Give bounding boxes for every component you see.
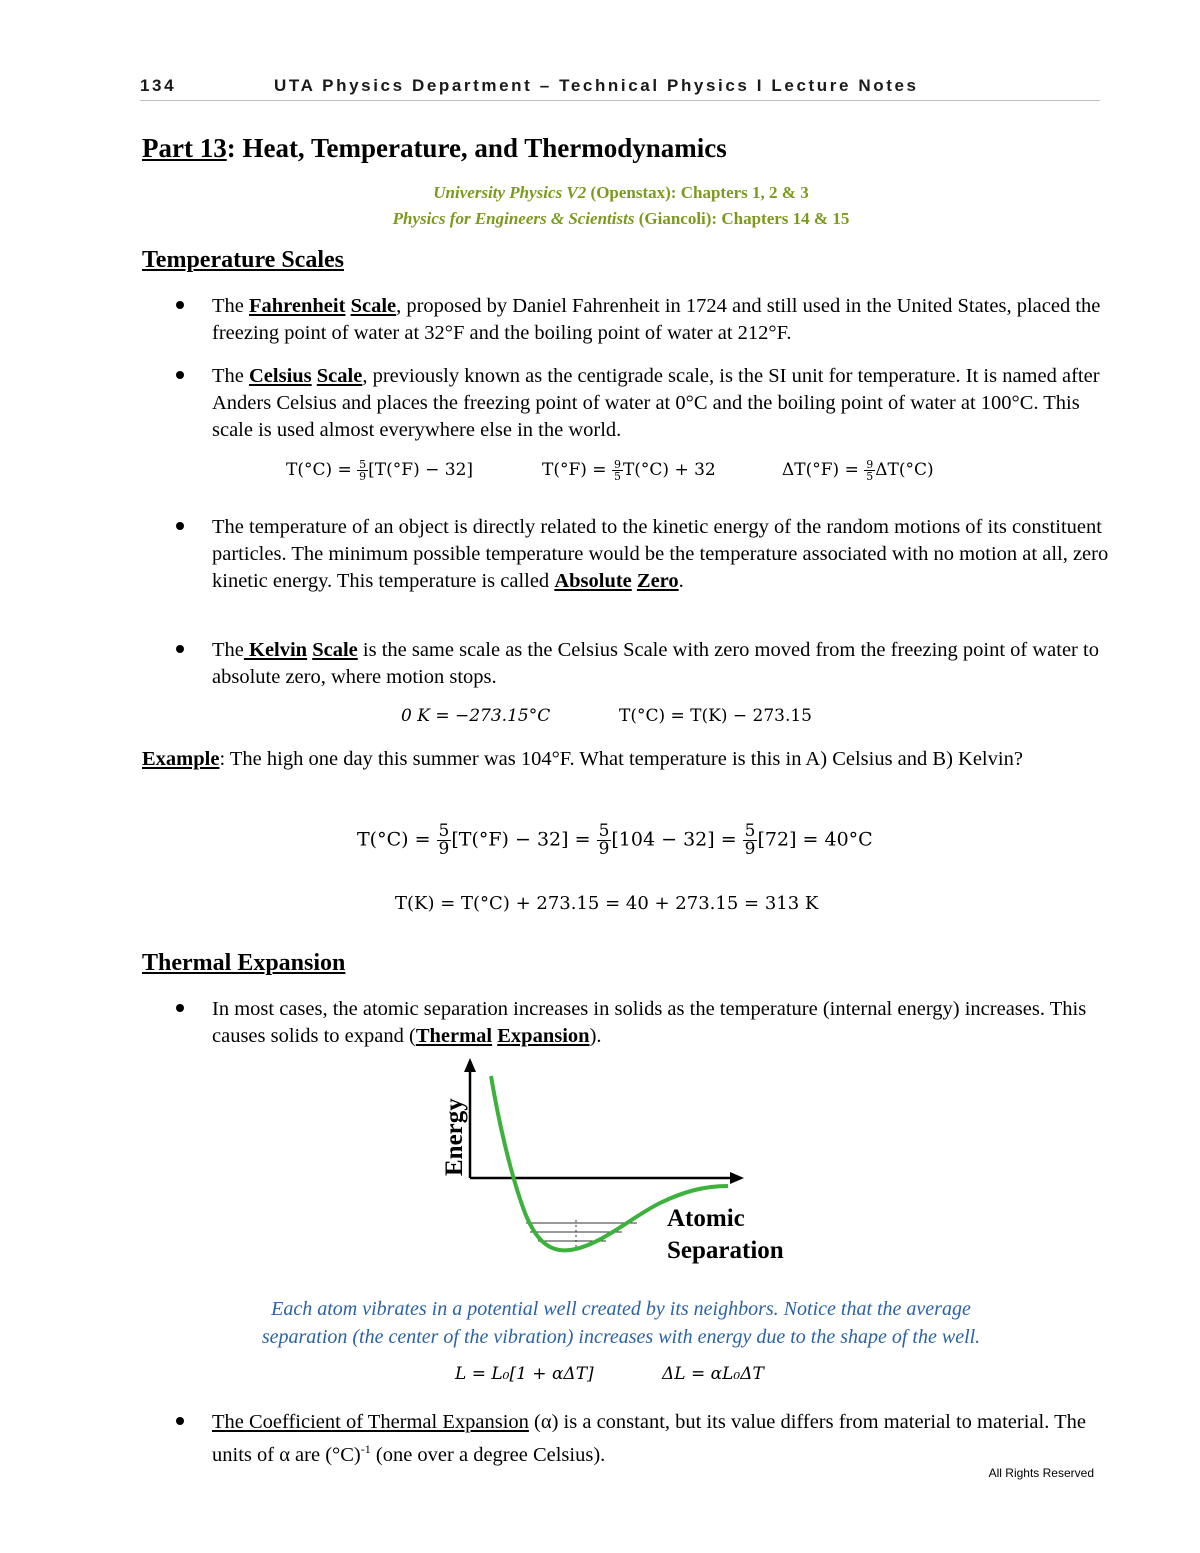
bullet-dot [176, 522, 184, 530]
bullet-dot [176, 301, 184, 309]
potential-well-diagram [430, 1058, 810, 1273]
x-axis-label-line2: Separation [667, 1237, 784, 1264]
term: Scale [350, 295, 397, 317]
text: . [678, 570, 684, 592]
bullet-absolute-zero [212, 514, 1112, 595]
bullet-dot [176, 371, 184, 379]
title-part: Part 13 [142, 133, 227, 163]
term: Kelvin [243, 639, 308, 661]
term: Zero [636, 570, 679, 592]
bullet-kelvin [212, 637, 1112, 691]
header-rule [140, 100, 1100, 101]
term: Celsius [249, 365, 312, 387]
bullet-celsius [212, 363, 1112, 444]
section-heading-temperature-scales: Temperature Scales [142, 247, 344, 273]
term: Thermal [415, 1025, 493, 1047]
figure-caption-line2: separation (the center of the vibration) increases with energy due to the shape of the well. [261, 1326, 981, 1348]
x-axis-arrow [730, 1172, 744, 1184]
equation-kelvin-conversion: T(°C) = T(K) − 273.15 [619, 706, 813, 726]
text: The temperature of an object is directly related to the kinetic energy of the random motions of its constituent particles. The minimum possible temperature would be the temperature associated with no motion at all, zero kinetic energy. This temperature is called [212, 516, 1109, 592]
page-number: 134 [140, 76, 177, 95]
figure-caption-line1: Each atom vibrates in a potential well created by its neighbors. Notice that the average [271, 1298, 971, 1320]
footer-rights: All Rights Reserved [988, 1466, 1094, 1480]
bullet-dot [176, 1417, 184, 1425]
text: ). [589, 1025, 602, 1047]
equation-c-from-f: T(°C) = $\frac{5}{9}$ [T(°F) − 32] [286, 458, 474, 483]
bullet-atomic-separation [212, 996, 1112, 1050]
term: Expansion [497, 1025, 590, 1047]
term: Scale [316, 365, 363, 387]
x-axis-label-line1: Atomic [667, 1205, 745, 1232]
equation-length: L = L₀[1 + αΔT] [455, 1364, 594, 1384]
section-heading-thermal-expansion: Thermal Expansion [142, 950, 346, 976]
equation-delta-f: ΔT(°F) = $\frac{9}{5}$ ΔT(°C) [782, 458, 934, 483]
bullet-dot [176, 645, 184, 653]
ref-chapters: Chapters 14 & 15 [721, 209, 850, 228]
ref-publisher: (Openstax): [586, 183, 681, 202]
term: Scale [312, 639, 358, 661]
page-title [142, 133, 727, 164]
ref-book: University Physics V2 [433, 183, 587, 202]
y-axis-label: Energy [441, 1098, 468, 1176]
equation-absolute-zero: 0 K = −273.15°C [401, 706, 551, 726]
superscript: -1 [360, 1442, 371, 1456]
term: Fahrenheit [249, 295, 346, 317]
text: The [212, 365, 249, 387]
running-header: UTA Physics Department – Technical Physics I Lecture Notes [274, 76, 919, 95]
ref-publisher: (Giancoli): [634, 209, 722, 228]
ref-chapters: Chapters 1, 2 & 3 [680, 183, 809, 202]
example-equation-kelvin: T(K) = T(°C) + 273.15 = 40 + 273.15 = 313 K [395, 893, 819, 914]
text: (one over a degree Celsius). [370, 1443, 606, 1466]
equation-delta-length: ΔL = αL₀ΔT [662, 1364, 764, 1384]
equation-f-from-c: T(°F) = $\frac{9}{5}$ T(°C) + 32 [542, 458, 716, 483]
text: In most cases, the atomic separation increases in solids as the temperature (internal energy) increases. This causes solids to expand ( [212, 998, 1087, 1047]
text: (α) is a constant, but its value differs from material to material. The units of α are (°C) [212, 1411, 1086, 1466]
y-axis-arrow [464, 1058, 476, 1072]
example-label: Example [142, 748, 220, 770]
term: The Coefficient of Thermal Expansion [212, 1411, 529, 1433]
text: The [212, 295, 249, 317]
text: is the same scale as the Celsius Scale with zero moved from the freezing point of water to absolute zero, where motion stops. [212, 639, 1099, 688]
example-text: : The high one day this summer was 104°F. What temperature is this in A) Celsius and B) Kelvin? [219, 748, 1023, 770]
term: Absolute [554, 570, 632, 592]
text: , previously known as the centigrade scale, is the SI unit for temperature. It is named after Anders Celsius and places the freezing point of water at 0°C and the boiling point of water at 100°C. This scale is used almost everywhere else in the world. [212, 365, 1100, 441]
bullet-dot [176, 1004, 184, 1012]
text: , proposed by Daniel Fahrenheit in 1724 and still used in the United States, placed the freezing point of water at 32°F and the boiling point of water at 212°F. [212, 295, 1101, 344]
bullet-coefficient [212, 1409, 1112, 1469]
reference-openstax [142, 183, 1100, 203]
bullet-fahrenheit [212, 293, 1112, 347]
ref-book: Physics for Engineers & Scientists [392, 209, 635, 228]
reference-giancoli [142, 209, 1100, 229]
title-rest: : Heat, Temperature, and Thermodynamics [226, 133, 727, 163]
text: The [212, 639, 244, 661]
example-equation-celsius: T(°C) = $\frac{5}{9}$ [T(°F) − 32] = $\frac{5}{9}$ [104 − 32] = $\frac{5}{9}$ [72] = 40°C [357, 821, 873, 859]
example-problem [142, 746, 1097, 773]
